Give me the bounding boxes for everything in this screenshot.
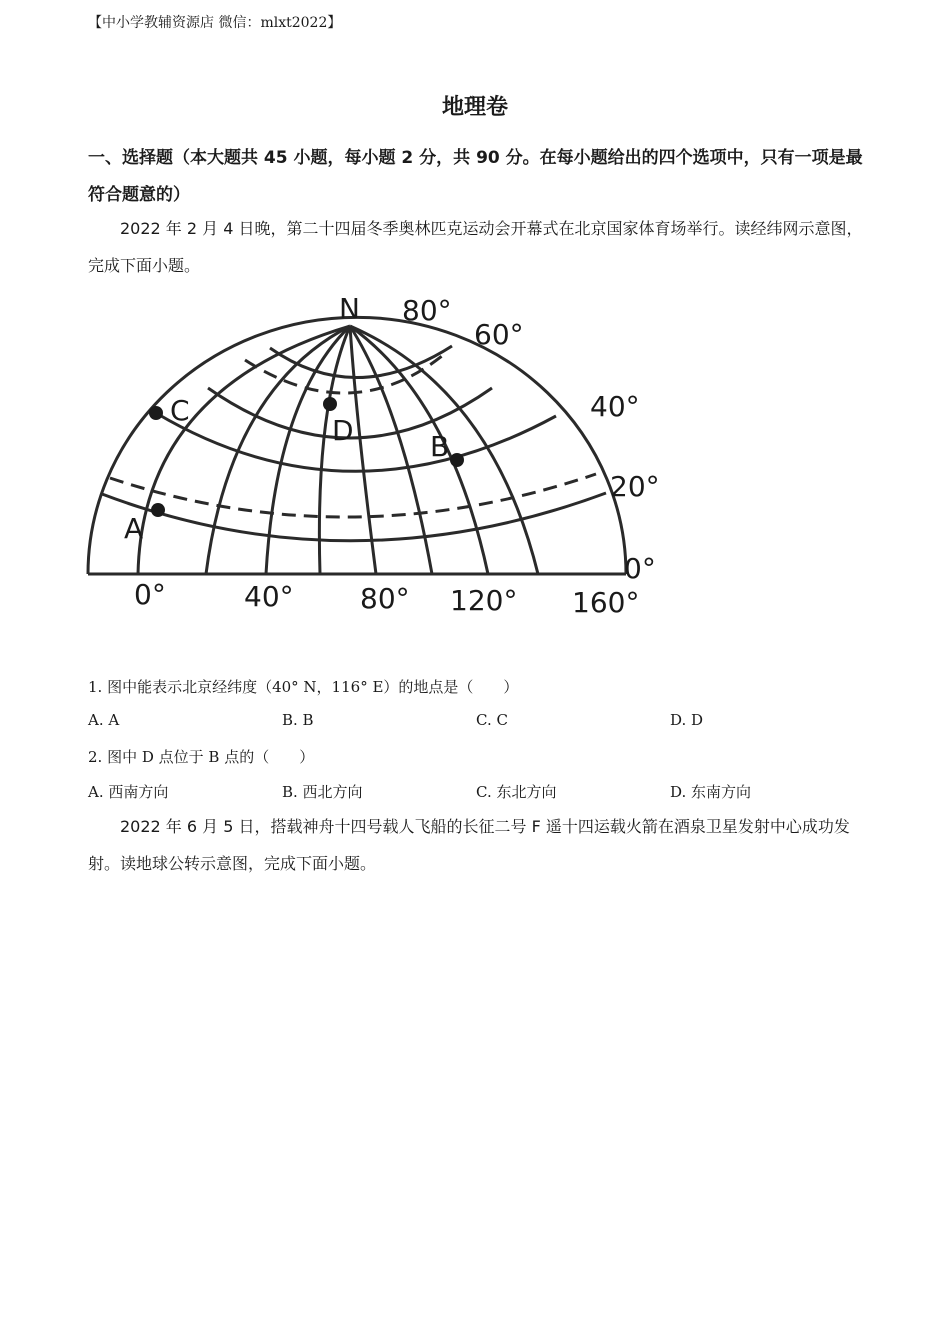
q2-option-a[interactable]: A. 西南方向 bbox=[88, 783, 169, 801]
lat-label-80: 80° bbox=[402, 294, 452, 327]
point-d-marker bbox=[323, 397, 337, 411]
intro-paragraph-1: 2022 年 2 月 4 日晚，第二十四届冬季奥林匹克运动会开幕式在北京国家体育场举行。读经纬网示意图，完成下面小题。 bbox=[88, 219, 863, 275]
section-heading: 一、选择题（本大题共 45 小题，每小题 2 分，共 90 分。在每小题给出的四个选项中，只有一项是最符合题意的） bbox=[88, 148, 863, 205]
graticule-figure bbox=[80, 288, 680, 628]
q2-option-c[interactable]: C. 东北方向 bbox=[476, 783, 557, 801]
q2-option-b[interactable]: B. 西北方向 bbox=[282, 783, 363, 801]
q2-option-d[interactable]: D. 东南方向 bbox=[670, 783, 752, 801]
meridian-line bbox=[350, 326, 376, 574]
point-b-label: B bbox=[430, 430, 450, 463]
point-a-label: A bbox=[124, 512, 144, 545]
tropic-dashed-line bbox=[110, 474, 596, 517]
lat-label-20: 20° bbox=[610, 470, 660, 503]
meridian-line bbox=[319, 326, 350, 574]
question-2-stem: 2. 图中 D 点位于 B 点的（ ） bbox=[88, 748, 315, 766]
point-c-marker bbox=[149, 406, 163, 420]
q1-option-a[interactable]: A. A bbox=[88, 711, 120, 729]
point-a-marker bbox=[151, 503, 165, 517]
lat-label-60: 60° bbox=[474, 318, 524, 351]
point-c-label: C bbox=[170, 394, 190, 427]
lon-label-40: 40° bbox=[244, 580, 294, 613]
q1-option-d[interactable]: D. D bbox=[670, 711, 704, 729]
q1-option-c[interactable]: C. C bbox=[476, 711, 508, 729]
north-label: N bbox=[339, 292, 360, 325]
intro-paragraph-2: 2022 年 6 月 5 日，搭载神舟十四号载人飞船的长征二号 F 遥十四运载火箭在酒泉卫星发射中心成功发射。读地球公转示意图，完成下面小题。 bbox=[88, 817, 850, 873]
question-1-stem: 1. 图中能表示北京经纬度（40° N，116° E）的地点是（ ） bbox=[88, 678, 519, 696]
lon-label-120: 120° bbox=[450, 584, 518, 617]
lat-label-0: 0° bbox=[624, 552, 656, 585]
page-title: 地理卷 bbox=[441, 95, 508, 120]
lon-label-0: 0° bbox=[134, 578, 166, 611]
lat-label-40: 40° bbox=[590, 390, 640, 423]
header-note: 【中小学教辅资源店 微信：mlxt2022】 bbox=[88, 15, 342, 31]
lon-label-160: 160° bbox=[572, 586, 640, 619]
q1-option-b[interactable]: B. B bbox=[282, 711, 314, 729]
point-d-label: D bbox=[332, 414, 354, 447]
point-b-marker bbox=[450, 453, 464, 467]
lon-label-80: 80° bbox=[360, 582, 410, 615]
outer-hemisphere-arc bbox=[88, 317, 626, 574]
